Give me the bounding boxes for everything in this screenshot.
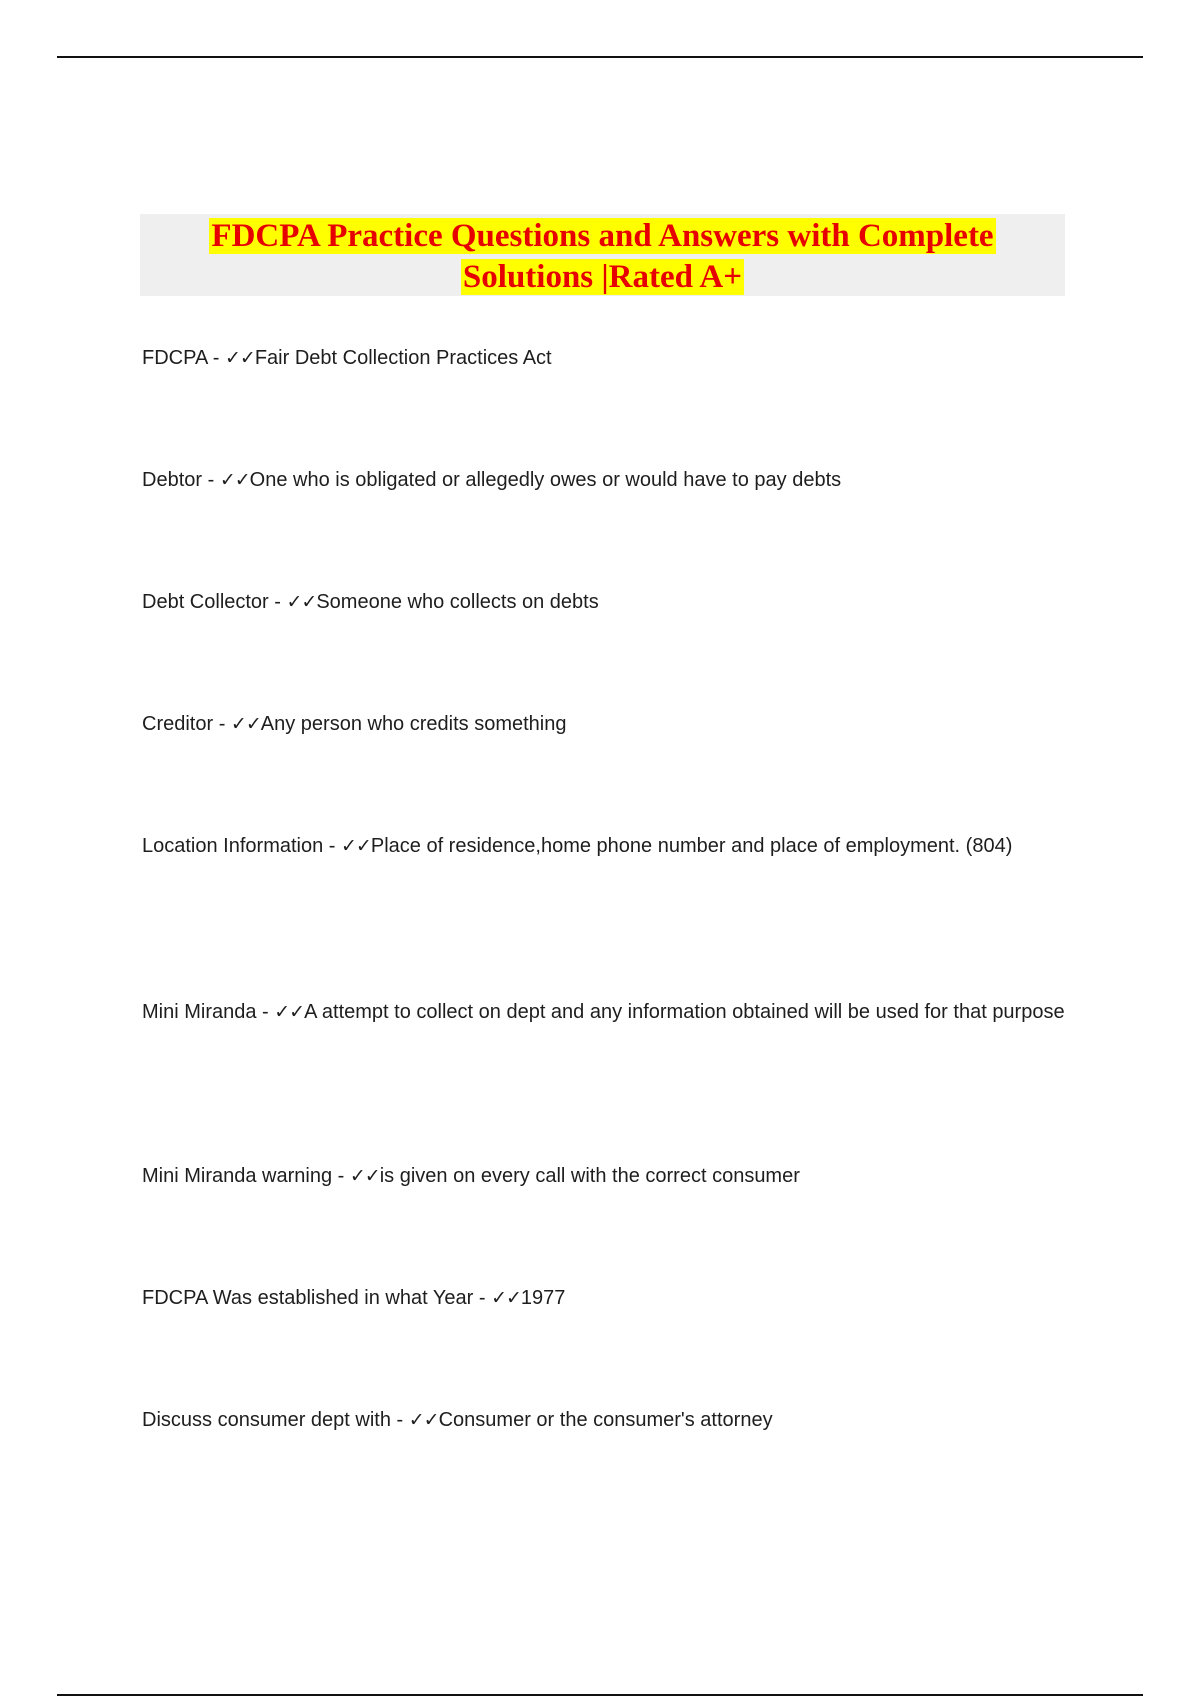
qa-separator: -	[473, 1287, 492, 1309]
document-title-line-1: FDCPA Practice Questions and Answers with Complete	[211, 218, 994, 254]
qa-term: Location Information	[142, 835, 324, 857]
double-check-icon: ✓✓	[408, 1409, 439, 1431]
qa-answer: A attempt to collect on dept and any information obtained will be used for that purpose	[304, 1001, 1065, 1023]
double-check-icon: ✓✓	[286, 591, 317, 613]
qa-answer: 1977	[520, 1287, 566, 1309]
qa-separator: -	[256, 1001, 275, 1023]
footer-rule	[57, 1694, 1143, 1696]
qa-entry	[142, 824, 1072, 868]
qa-separator: -	[268, 591, 287, 613]
qa-separator: -	[213, 713, 231, 735]
qa-entry	[142, 1398, 1072, 1442]
header-rule	[57, 56, 1143, 58]
qa-separator: -	[202, 469, 220, 491]
qa-entry	[142, 580, 1072, 624]
qa-term: Debtor	[142, 469, 203, 491]
qa-answer: Place of residence,home phone number and place of employment. (804)	[370, 835, 1013, 857]
double-check-icon: ✓✓	[491, 1287, 521, 1309]
qa-entry	[142, 1154, 1072, 1198]
qa-answer: Any person who credits something	[260, 713, 567, 735]
qa-separator: -	[390, 1409, 409, 1431]
qa-answer: One who is obligated or allegedly owes or would have to pay debts	[249, 469, 842, 491]
qa-term: Creditor	[142, 713, 214, 735]
qa-entry	[142, 458, 1072, 502]
double-check-icon: ✓✓	[230, 713, 261, 735]
double-check-icon: ✓✓	[219, 469, 250, 491]
double-check-icon: ✓✓	[341, 835, 371, 857]
qa-entry	[142, 702, 1072, 746]
qa-separator: -	[332, 1165, 350, 1187]
qa-term: Debt Collector	[142, 591, 269, 613]
qa-entry	[142, 336, 1072, 380]
qa-entry	[142, 990, 1072, 1034]
qa-separator: -	[323, 835, 342, 857]
qa-separator: -	[207, 347, 225, 369]
qa-term: Mini Miranda warning	[142, 1165, 333, 1187]
qa-answer: Fair Debt Collection Practices Act	[254, 347, 552, 369]
document-title-line-2: Solutions |Rated A+	[462, 259, 743, 295]
qa-answer: is given on every call with the correct consumer	[379, 1165, 800, 1187]
qa-term: FDCPA	[142, 347, 208, 369]
qa-term: Discuss consumer dept with	[142, 1409, 391, 1431]
qa-term: Mini Miranda	[142, 1001, 257, 1023]
qa-entry	[142, 1276, 1072, 1320]
double-check-icon: ✓✓	[274, 1001, 305, 1023]
qa-term: FDCPA Was established in what Year	[142, 1287, 474, 1309]
qa-answer: Someone who collects on debts	[316, 591, 599, 613]
double-check-icon: ✓✓	[349, 1165, 380, 1187]
double-check-icon: ✓✓	[224, 347, 255, 369]
qa-answer: Consumer or the consumer's attorney	[438, 1409, 773, 1431]
document-title-box	[140, 214, 1065, 296]
